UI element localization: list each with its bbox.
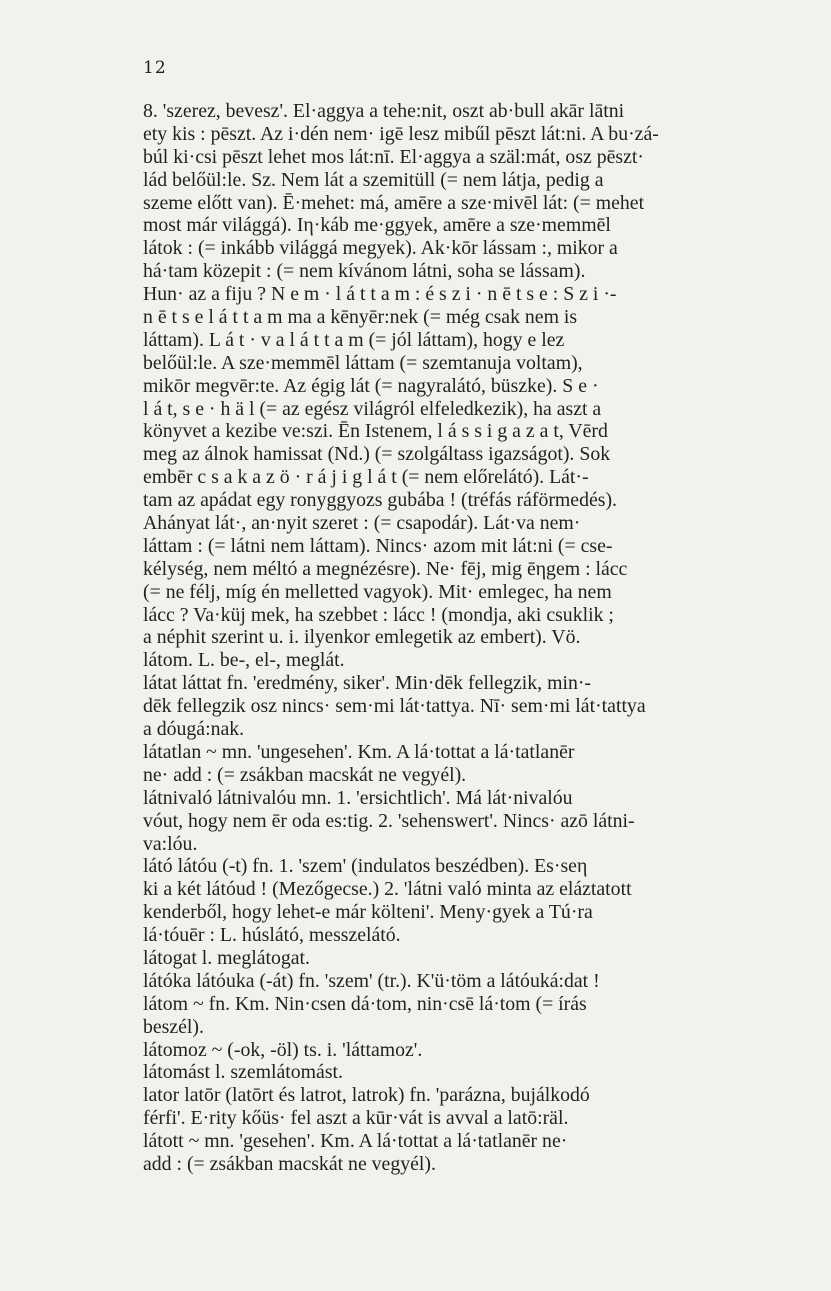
- text-line: va:lóu.: [143, 832, 198, 855]
- text-line: látom ~ fn. Km. Nin·csen dá·tom, nin·csē lá·tom (= írás: [143, 992, 587, 1015]
- text-line: látomást l. szemlátomást.: [143, 1061, 343, 1084]
- text-line: búl ki·csi pēszt lehet mos lát:nī. El·aggya a szäl:mát, osz pēszt·: [143, 145, 644, 168]
- text-line: n ē t s e l á t t a m ma a kēnyēr:nek (= még csak nem is: [143, 306, 578, 329]
- text-line: látat láttat fn. 'eredmény, siker'. Min·dēk fellegzik, min·-: [143, 672, 592, 695]
- text-line: látott ~ mn. 'gesehen'. Km. A lá·tottat a lá·tatlanēr ne·: [143, 1130, 568, 1153]
- text-line: kenderből, hogy lehet-e már költeni'. Meny·gyek a Tú·ra: [143, 901, 593, 924]
- text-line: Hun· az a fiju ? N e m · l á t t a m : é s z i · n ē t s e : S z i ·-: [143, 283, 617, 306]
- text-line: kélység, nem méltó a megnézésre). Ne· fēj, mig ēηgem : lácc: [143, 557, 628, 580]
- text-line: láttam : (= látni nem láttam). Nincs· azom mit lát:ni (= cse-: [143, 534, 613, 557]
- text-line: beszél).: [143, 1015, 204, 1038]
- text-line: 8. 'szerez, bevesz'. El·aggya a tehe:nit, oszt ab·bull akār lātni: [143, 100, 625, 122]
- text-line: embēr c s a k a z ö · r á j i g l á t (= nem előrelátó). Lát·-: [143, 466, 589, 489]
- text-line: Ahányat lát·, an·nyit szeret : (= csapodár). Lát·va nem·: [143, 512, 581, 535]
- text-line: látatlan ~ mn. 'ungesehen'. Km. A lá·tottat a lá·tatlanēr: [143, 740, 575, 763]
- text-line: látok : (= inkább világgá megyek). Ak·kōr lássam :, mikor a: [143, 237, 618, 260]
- text-line: a néphit szerint u. i. ilyenkor emlegetik az embert). Vö.: [143, 626, 581, 649]
- text-line: férfi'. E·rity kőüs· fel aszt a kūr·vát is avval a latō:räl.: [143, 1107, 569, 1130]
- text-line: lácc ? Va·küj mek, ha szebbet : lácc ! (mondja, aki csuklik ;: [143, 603, 614, 626]
- text-column: [143, 100, 765, 1176]
- text-line: ki a két látóud ! (Mezőgecse.) 2. 'látni való minta az eláztatott: [143, 878, 632, 901]
- text-line: meg az álnok hamissat (Nd.) (= szolgáltass igazságot). Sok: [143, 443, 611, 466]
- text-line: látom. L. be-, el-, meglát.: [143, 649, 345, 672]
- text-line: látnivaló látnivalóu mn. 1. 'ersichtlich'. Má lát·nivalóu: [143, 786, 573, 809]
- text-line: belőül:le. A sze·memmēl láttam (= szemtanuja voltam),: [143, 351, 583, 374]
- text-line: látomoz ~ (-ok, -öl) ts. i. 'láttamoz'.: [143, 1038, 423, 1061]
- text-line: ety kis : pēszt. Az i·dén nem· igē lesz mibűl pēszt lát:ni. A bu·zá-: [143, 122, 659, 145]
- text-line: szeme előtt van). Ē·mehet: má, amēre a sze·mivēl lát: (= mehet: [143, 191, 645, 214]
- text-line: most már világgá). Iη·káb me·ggyek, amēre a sze·memmēl: [143, 214, 611, 237]
- text-line: há·tam közepit : (= nem kívánom látni, soha se lássam).: [143, 260, 586, 283]
- text-line: mikōr megvēr:te. Az égig lát (= nagyralátó, büszke). S e ·: [143, 374, 599, 397]
- text-line: add : (= zsákban macskát ne vegyél).: [143, 1152, 436, 1175]
- text-line: lá·tóuēr : L. húslátó, messzelátó.: [143, 924, 401, 947]
- text-line: vóut, hogy nem ēr oda es:tig. 2. 'sehenswert'. Nincs· azō látni-: [143, 809, 635, 832]
- text-line: (= ne félj, míg én melletted vagyok). Mit· emlegec, ha nem: [143, 580, 612, 603]
- text-line: könyvet a kezibe ve:szi. Ēn Istenem, l á s s i g a z a t, Vērd: [143, 420, 608, 443]
- text-line: lád belőül:le. Sz. Nem lát a szemitüll (= nem látja, pedig a: [143, 168, 604, 191]
- text-line: lator latōr (latōrt és latrot, latrok) fn. 'parázna, bujálkodó: [143, 1084, 590, 1107]
- text-line: látogat l. meglátogat.: [143, 946, 310, 969]
- text-line: látó látóu (-t) fn. 1. 'szem' (indulatos beszédben). Es·seη: [143, 855, 588, 878]
- text-line: ne· add : (= zsákban macskát ne vegyél).: [143, 763, 467, 786]
- text-line: a dóugá:nak.: [143, 718, 245, 741]
- text-line: látóka látóuka (-át) fn. 'szem' (tr.). K'ü·töm a látóuká:dat !: [143, 969, 600, 992]
- text-line: dēk fellegzik osz nincs· sem·mi lát·tattya. Nī· sem·mi lát·tattya: [143, 695, 646, 718]
- page-number: 12: [143, 58, 167, 78]
- text-line: láttam). L á t · v a l á t t a m (= jól láttam), hogy e lez: [143, 328, 565, 351]
- text-line: l á t, s e · h ä l (= az egész világról elfeledkezik), ha aszt a: [143, 397, 602, 420]
- text-line: tam az apádat egy ronyggyozs gubába ! (tréfás ráförmedés).: [143, 489, 617, 512]
